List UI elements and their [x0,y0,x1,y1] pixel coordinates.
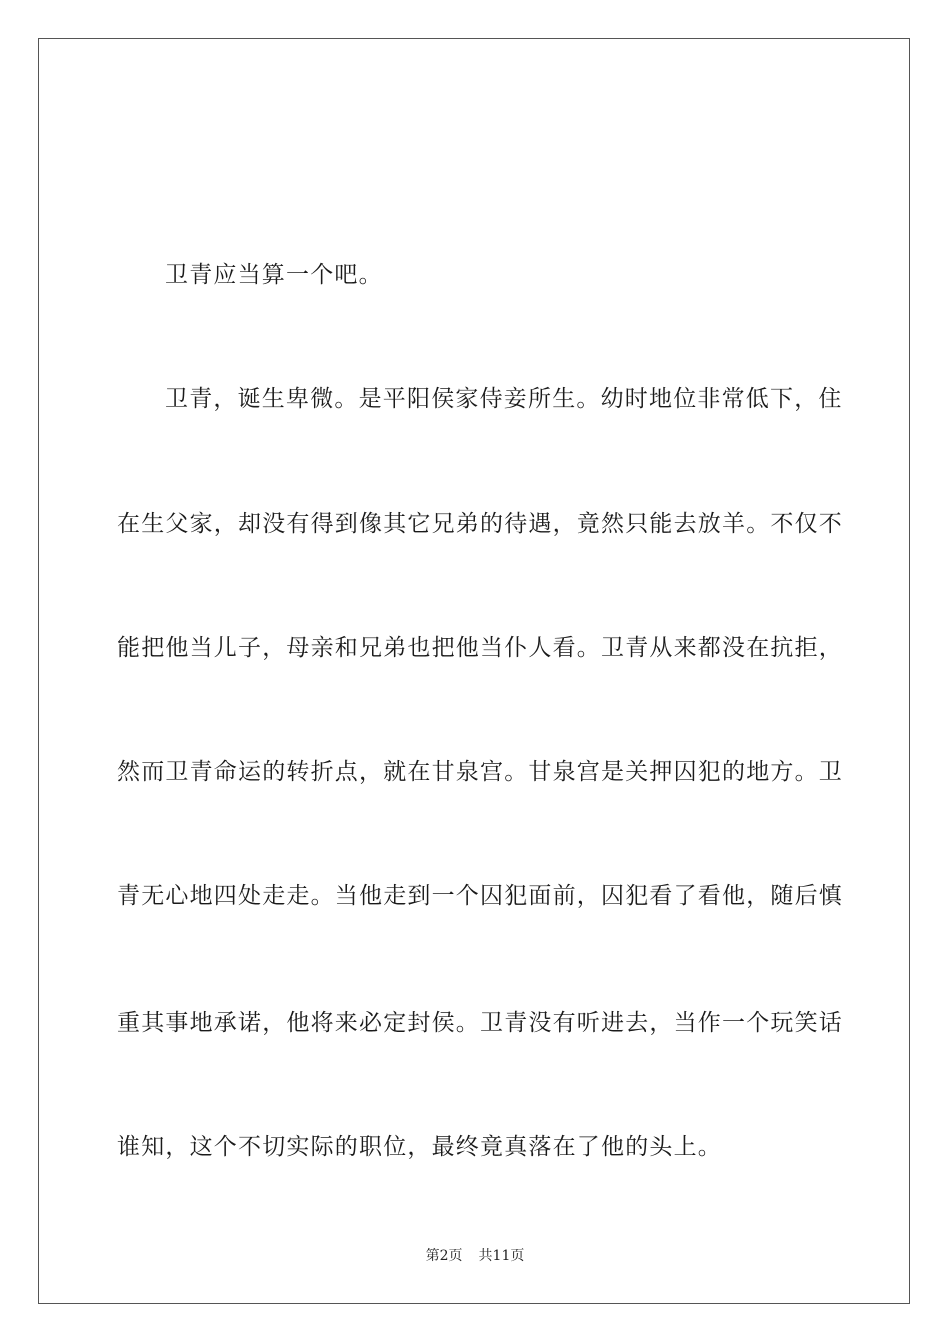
page-border [38,38,910,1304]
paragraph-line: 卫青，诞生卑微。是平阳侯家侍妾所生。幼时地位非常低下，住 [165,386,843,412]
page-number: 第2页 [425,1248,463,1264]
paragraph-line: 能把他当儿子，母亲和兄弟也把他当仆人看。卫青从来都没在抗拒， [117,635,843,661]
paragraph-line: 卫青应当算一个吧。 [165,262,383,288]
paragraph-line: 谁知，这个不切实际的职位，最终竟真落在了他的头上。 [117,1134,722,1160]
page-footer [0,1246,950,1266]
paragraph-line: 青无心地四处走走。当他走到一个囚犯面前，囚犯看了看他，随后慎 [117,883,843,909]
paragraph-line: 然而卫青命运的转折点，就在甘泉宫。甘泉宫是关押囚犯的地方。卫 [117,759,843,785]
paragraph-line: 重其事地承诺，他将来必定封侯。卫青没有听进去，当作一个玩笑话 [117,1010,843,1036]
page-total: 共11页 [478,1248,525,1264]
paragraph-line: 在生父家，却没有得到像其它兄弟的待遇，竟然只能去放羊。不仅不 [117,511,843,537]
